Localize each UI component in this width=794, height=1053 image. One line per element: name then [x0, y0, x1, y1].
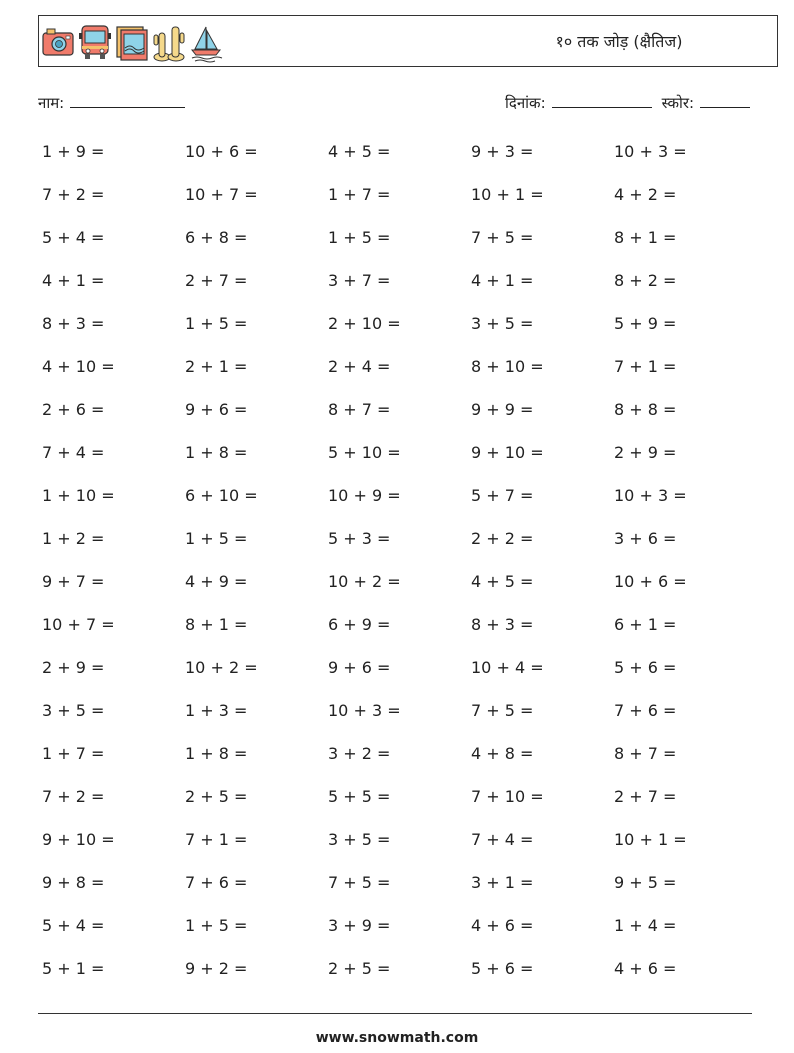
- problem-row: [42, 787, 762, 830]
- problem-item: 1 + 4 =: [614, 916, 677, 935]
- problem-item: 3 + 6 =: [614, 529, 677, 548]
- problem-item: 4 + 10 =: [42, 357, 115, 376]
- problem-item: 10 + 4 =: [471, 658, 544, 677]
- problem-row: [42, 701, 762, 744]
- problem-row: [42, 959, 762, 1002]
- problem-item: 10 + 3 =: [614, 142, 687, 161]
- problem-item: 9 + 3 =: [471, 142, 534, 161]
- problem-item: 2 + 7 =: [185, 271, 248, 290]
- problem-item: 5 + 6 =: [614, 658, 677, 677]
- problem-item: 9 + 2 =: [185, 959, 248, 978]
- name-blank-line[interactable]: [70, 93, 185, 108]
- problem-row: [42, 142, 762, 185]
- problem-item: 7 + 1 =: [614, 357, 677, 376]
- sailboat-icon: [189, 21, 223, 63]
- problem-item: 10 + 2 =: [328, 572, 401, 591]
- problem-item: 10 + 9 =: [328, 486, 401, 505]
- problem-item: 10 + 3 =: [614, 486, 687, 505]
- problem-item: 1 + 10 =: [42, 486, 115, 505]
- problem-item: 6 + 9 =: [328, 615, 391, 634]
- problem-item: 3 + 5 =: [42, 701, 105, 720]
- problem-item: 8 + 3 =: [471, 615, 534, 634]
- problem-item: 6 + 10 =: [185, 486, 258, 505]
- problem-item: 9 + 6 =: [328, 658, 391, 677]
- camera-icon: [41, 21, 75, 63]
- problem-row: [42, 529, 762, 572]
- problem-item: 10 + 6 =: [614, 572, 687, 591]
- problem-item: 9 + 5 =: [614, 873, 677, 892]
- problem-item: 7 + 4 =: [471, 830, 534, 849]
- problem-item: 7 + 5 =: [471, 228, 534, 247]
- problem-item: 4 + 2 =: [614, 185, 677, 204]
- header-icons: [41, 21, 223, 63]
- problem-item: 4 + 1 =: [471, 271, 534, 290]
- problem-grid: [42, 142, 762, 1002]
- problem-item: 10 + 1 =: [614, 830, 687, 849]
- problem-item: 8 + 3 =: [42, 314, 105, 333]
- problem-item: 1 + 7 =: [42, 744, 105, 763]
- date-blank-line[interactable]: [552, 93, 652, 108]
- problem-row: [42, 572, 762, 615]
- problem-row: [42, 744, 762, 787]
- problem-item: 6 + 8 =: [185, 228, 248, 247]
- problem-row: [42, 486, 762, 529]
- problem-row: [42, 228, 762, 271]
- problem-item: 8 + 10 =: [471, 357, 544, 376]
- picture-frame-icon: [115, 21, 149, 63]
- problem-item: 1 + 8 =: [185, 443, 248, 462]
- problem-item: 9 + 6 =: [185, 400, 248, 419]
- problem-item: 3 + 1 =: [471, 873, 534, 892]
- problem-item: 7 + 5 =: [328, 873, 391, 892]
- problem-row: [42, 830, 762, 873]
- problem-item: 1 + 5 =: [185, 314, 248, 333]
- problem-item: 10 + 6 =: [185, 142, 258, 161]
- problem-row: [42, 615, 762, 658]
- problem-item: 9 + 7 =: [42, 572, 105, 591]
- problem-item: 1 + 5 =: [328, 228, 391, 247]
- problem-item: 4 + 6 =: [614, 959, 677, 978]
- problem-row: [42, 271, 762, 314]
- problem-row: [42, 185, 762, 228]
- problem-item: 7 + 2 =: [42, 185, 105, 204]
- problem-item: 8 + 1 =: [614, 228, 677, 247]
- problem-item: 2 + 1 =: [185, 357, 248, 376]
- problem-item: 8 + 7 =: [614, 744, 677, 763]
- problem-item: 9 + 10 =: [42, 830, 115, 849]
- problem-item: 9 + 9 =: [471, 400, 534, 419]
- problem-item: 1 + 3 =: [185, 701, 248, 720]
- problem-item: 7 + 6 =: [185, 873, 248, 892]
- problem-item: 2 + 5 =: [185, 787, 248, 806]
- problem-item: 10 + 3 =: [328, 701, 401, 720]
- problem-item: 4 + 6 =: [471, 916, 534, 935]
- worksheet-title: १० तक जोड़ (क्षैतिज): [555, 32, 683, 51]
- problem-item: 5 + 3 =: [328, 529, 391, 548]
- problem-row: [42, 314, 762, 357]
- footer-url: www.snowmath.com: [315, 1030, 479, 1046]
- problem-item: 5 + 4 =: [42, 916, 105, 935]
- problem-item: 8 + 2 =: [614, 271, 677, 290]
- problem-row: [42, 400, 762, 443]
- problem-item: 4 + 1 =: [42, 271, 105, 290]
- problem-item: 2 + 7 =: [614, 787, 677, 806]
- problem-row: [42, 916, 762, 959]
- problem-row: [42, 873, 762, 916]
- problem-item: 9 + 10 =: [471, 443, 544, 462]
- problem-row: [42, 357, 762, 400]
- problem-item: 5 + 10 =: [328, 443, 401, 462]
- problem-item: 2 + 5 =: [328, 959, 391, 978]
- problem-item: 2 + 4 =: [328, 357, 391, 376]
- problem-item: 4 + 8 =: [471, 744, 534, 763]
- problem-item: 1 + 7 =: [328, 185, 391, 204]
- problem-item: 2 + 6 =: [42, 400, 105, 419]
- problem-item: 7 + 4 =: [42, 443, 105, 462]
- problem-item: 2 + 9 =: [42, 658, 105, 677]
- problem-item: 5 + 4 =: [42, 228, 105, 247]
- problem-item: 5 + 6 =: [471, 959, 534, 978]
- problem-row: [42, 443, 762, 486]
- problem-item: 3 + 7 =: [328, 271, 391, 290]
- name-label: नाम:: [38, 94, 65, 112]
- problem-item: 3 + 5 =: [471, 314, 534, 333]
- problem-item: 8 + 8 =: [614, 400, 677, 419]
- problem-item: 4 + 9 =: [185, 572, 248, 591]
- footer-divider: [38, 1013, 752, 1014]
- problem-item: 2 + 10 =: [328, 314, 401, 333]
- problem-item: 3 + 9 =: [328, 916, 391, 935]
- problem-item: 4 + 5 =: [328, 142, 391, 161]
- problem-item: 4 + 5 =: [471, 572, 534, 591]
- problem-item: 5 + 7 =: [471, 486, 534, 505]
- problem-item: 7 + 5 =: [471, 701, 534, 720]
- cactus-icon: [152, 21, 186, 63]
- problem-item: 1 + 5 =: [185, 529, 248, 548]
- problem-item: 2 + 9 =: [614, 443, 677, 462]
- problem-item: 7 + 6 =: [614, 701, 677, 720]
- problem-item: 8 + 1 =: [185, 615, 248, 634]
- problem-item: 3 + 5 =: [328, 830, 391, 849]
- problem-item: 7 + 10 =: [471, 787, 544, 806]
- date-score-field: [505, 93, 750, 113]
- problem-item: 1 + 2 =: [42, 529, 105, 548]
- problem-item: 10 + 1 =: [471, 185, 544, 204]
- problem-item: 3 + 2 =: [328, 744, 391, 763]
- problem-item: 7 + 2 =: [42, 787, 105, 806]
- problem-item: 10 + 7 =: [42, 615, 115, 634]
- problem-item: 2 + 2 =: [471, 529, 534, 548]
- date-label: दिनांक:: [505, 94, 546, 112]
- problem-item: 7 + 1 =: [185, 830, 248, 849]
- worksheet-header: [38, 15, 778, 67]
- problem-item: 1 + 5 =: [185, 916, 248, 935]
- problem-item: 5 + 1 =: [42, 959, 105, 978]
- problem-item: 10 + 2 =: [185, 658, 258, 677]
- problem-item: 5 + 5 =: [328, 787, 391, 806]
- score-label: स्कोर:: [661, 94, 695, 112]
- name-field: [38, 93, 185, 113]
- problem-item: 1 + 9 =: [42, 142, 105, 161]
- problem-row: [42, 658, 762, 701]
- bus-icon: [78, 21, 112, 63]
- problem-item: 6 + 1 =: [614, 615, 677, 634]
- problem-item: 5 + 9 =: [614, 314, 677, 333]
- problem-item: 1 + 8 =: [185, 744, 248, 763]
- problem-item: 9 + 8 =: [42, 873, 105, 892]
- score-blank-line[interactable]: [700, 93, 750, 108]
- problem-item: 8 + 7 =: [328, 400, 391, 419]
- problem-item: 10 + 7 =: [185, 185, 258, 204]
